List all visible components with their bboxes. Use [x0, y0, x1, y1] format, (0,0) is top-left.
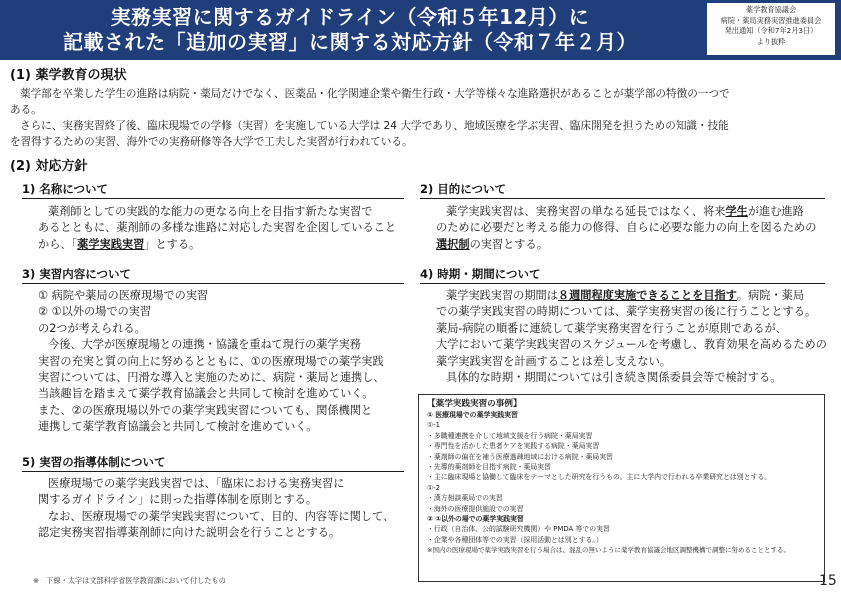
issuer-line-3: 発出通知（令和7年2月3日） — [724, 26, 818, 35]
section-1-p2-line-1: さらに、実務実習終了後、臨床現場での学修（実習）を実施している大学は 24 大学であり、地域医療を学ぶ実習、臨床開発を担うための知識・技能 — [20, 120, 729, 132]
content-line-5: 実習の充実と質の向上に努めるとともに、①の医療現場での薬学実践 — [38, 354, 384, 368]
example-item-4: ・先導的薬剤師を目指す病院・薬局実習 — [427, 463, 552, 472]
example-item-8: ・行政（自治体、公的試験研究機関）や PMDA 等での実習 — [427, 525, 610, 534]
example-item-2: ・専門性を活かした患者ケアを実践する病院・薬局実習 — [427, 442, 600, 451]
section-1-p1-line-1: 薬学部を卒業した学生の進路は病院・薬局だけでなく、医薬品・化学関連企業や衛生行政・大学等様々な進路選択があることが薬学部の特徴の一つで — [20, 88, 730, 100]
guidance-heading: 5) 実習の指導体制について — [22, 455, 166, 469]
example-item-3: ・薬剤師の偏在を補う医療過疎地域における病院・薬局実習 — [427, 452, 614, 461]
issuer-line-2: 病院・薬局実務実習推進委員会 — [720, 15, 822, 25]
name-heading-underline — [22, 198, 404, 199]
name-line-2: あるとともに、薬剤師の多様な進路に対応した実習を企図していること — [38, 221, 397, 235]
issuer-line-1: 薬学教育協議会 — [745, 5, 797, 14]
guidance-line-1: 医療現場での薬学実践実習では、「臨床における実務実習に — [48, 477, 345, 490]
examples-note: ※国内の医療現場で薬学実践実習を行う場合は、混乱の無いように薬学教育協議会地区調整機構で調整に努めることとする。 — [427, 546, 790, 555]
name-heading: 1) 名称について — [22, 182, 109, 196]
section-2-heading: (2) 対応方針 — [10, 159, 88, 174]
issuer-line-4: より抜粋 — [756, 36, 786, 46]
examples-heading-2: ② ①以外の場での薬学実践実習 — [427, 515, 524, 524]
section-1-p1-line-2: ある。 — [10, 104, 42, 116]
purpose-line-2: のために必要だと考える能力の修得、自らに必要な能力の向上を図るための — [436, 221, 817, 235]
content-line-2: ② ①以外の場での実習 — [38, 305, 152, 319]
guidance-heading-underline — [22, 471, 404, 472]
examples-title: 【薬学実践実習の事例】 — [427, 399, 522, 409]
issuer-box — [707, 3, 835, 55]
example-item-6: ・漢方相談薬局での実習 — [427, 494, 503, 503]
purpose-emphasis-elective: 選択制 — [436, 237, 470, 251]
section-1-heading: (1) 薬学教育の現状 — [10, 68, 127, 83]
example-item-7: ・海外の医療提供施設での実習 — [427, 504, 524, 513]
purpose-heading-underline — [420, 198, 825, 199]
guidance-line-4: 認定実務実習指導薬剤師に向けた説明会を行うこととする。 — [38, 526, 341, 540]
content-line-4: 今後、大学が医療現場との連携・協議を重ねて現行の薬学実務 — [48, 338, 361, 352]
purpose-heading: 2) 目的について — [420, 182, 507, 196]
content-line-3: の2つが考えられる。 — [38, 321, 146, 335]
examples-subheading-1-1: ①-1 — [427, 421, 441, 430]
period-line-1: 薬学実践実習の期間は８週間程度実施できることを目指す。病院・薬局 — [446, 289, 805, 302]
period-line-4: 大学において薬学実践実習のスケジュールを考慮し、教育効果を高めるための — [436, 338, 827, 352]
section-1-p2-line-2: を習得するための実習、海外での実務研修等各大学で工夫した実習が行われている。 — [10, 136, 413, 148]
content-line-1: ① 病院や薬局の医療現場での実習 — [38, 289, 209, 302]
content-heading: 3) 実習内容について — [22, 267, 132, 281]
section-1-body — [10, 86, 830, 150]
content-line-6: 実習については、円滑な導入と実施のために、病院・薬局と連携し、 — [38, 371, 385, 385]
period-line-6: 具体的な時期・期間については引き続き関係委員会等で検討する。 — [446, 371, 782, 385]
guidance-line-3: なお、医療現場での薬学実践実習について、目的、内容等に関して、 — [48, 509, 395, 523]
page-number: 15 — [819, 573, 837, 589]
example-item-1: ・多職種連携を介して地域支援を行う病院・薬局実習 — [427, 431, 593, 440]
period-line-3: 薬局-病院の順番に連続して薬学実務実習を行うことが原則であるが、 — [436, 321, 787, 335]
page-title — [0, 5, 700, 55]
title-line-1: 実務実習に関するガイドライン（令和５年12月）に — [110, 5, 590, 29]
content-line-9: 連携して薬学教育協議会と共同して検討を進めていく。 — [38, 420, 318, 434]
content-line-7: 当該趣旨を踏まえて薬学教育協議会と共同して検討を進めていく。 — [38, 387, 374, 401]
period-line-2: での薬学実践実習の時期については、薬学実務実習の後に行うこととする。 — [436, 305, 817, 319]
purpose-body — [436, 204, 828, 253]
example-item-5: ・主に臨床現場と協働して臨床をテーマとした研究を行うもの。主に大学内で行われる卒業研究とは別とする。 — [427, 473, 772, 482]
purpose-line-1: 薬学実践実習は、実務実習の単なる延長ではなく、将来学生が進む進路 — [446, 205, 804, 218]
name-body — [38, 204, 408, 253]
name-emphasis: 薬学実践実習 — [77, 237, 145, 251]
period-body — [436, 288, 831, 386]
period-heading-underline — [420, 283, 825, 284]
purpose-emphasis-student: 学生 — [725, 205, 748, 218]
title-banner — [0, 0, 841, 60]
period-emphasis: ８週間程度実施できることを目指す — [557, 289, 737, 302]
examples-heading-1: ① 医療現場での薬学実践実習 — [427, 411, 518, 419]
example-item-9: ・企業や各種団体等での実習（採用活動とは別とする。） — [427, 535, 603, 544]
footnote: ※ 下線・太字は文部科学省医学教育課において付したもの — [33, 576, 226, 585]
examples-box — [418, 394, 825, 582]
title-line-2: 記載された「追加の実習」に関する対応方針（令和７年２月） — [63, 30, 637, 54]
period-heading: 4) 時期・期間について — [420, 267, 541, 281]
guidance-body — [38, 476, 413, 542]
purpose-line-3: 選択制の実習とする。 — [436, 237, 548, 251]
content-heading-underline — [22, 283, 404, 284]
content-line-8: また、②の医療現場以外での薬学実践実習についても、関係機関と — [38, 403, 373, 417]
content-body — [38, 288, 413, 436]
guidance-line-2: 関するガイドライン」に則った指導体制を原則とする。 — [38, 493, 318, 507]
examples-subheading-1-2: ①-2 — [427, 483, 441, 492]
period-line-5: 薬学実践実習を計画することは差し支えない。 — [436, 354, 671, 368]
name-line-3: から、「薬学実践実習」とする。 — [38, 237, 201, 251]
name-line-1: 薬剤師としての実践的な能力の更なる向上を目指す新たな実習で — [48, 205, 373, 218]
